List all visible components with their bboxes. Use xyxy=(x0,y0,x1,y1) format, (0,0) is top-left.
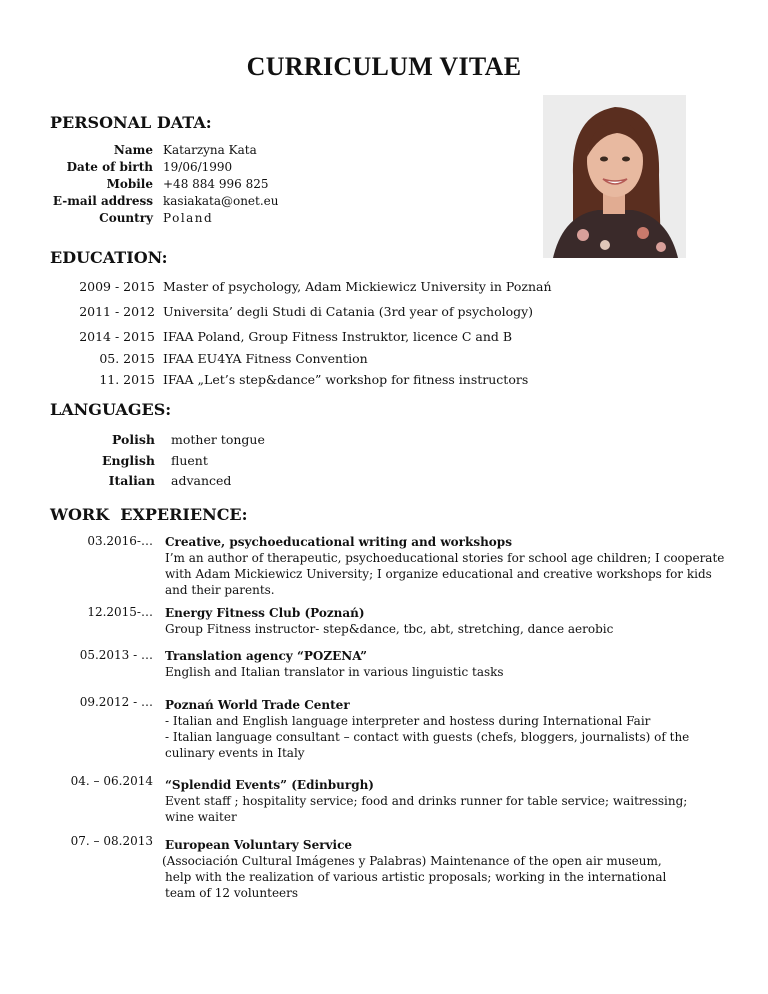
work-description-line: team of 12 volunteers xyxy=(165,886,299,900)
work-date: 04. – 06.2014 xyxy=(70,774,153,788)
language-name: English xyxy=(102,453,155,468)
work-description-line: (Associación Cultural Imágenes y Palabras) Maintenance of the open air museum, xyxy=(162,854,662,868)
work-date: 07. – 08.2013 xyxy=(70,834,153,848)
personal-label: E-mail address xyxy=(52,194,153,208)
document-title: CURRICULUM VITAE xyxy=(246,52,522,81)
education-date: 2011 - 2012 xyxy=(79,304,155,319)
work-date: 05.2013 - … xyxy=(79,648,153,662)
education-text: IFAA Poland, Group Fitness Instruktor, licence C and B xyxy=(163,329,513,344)
portrait-image xyxy=(543,95,686,258)
work-title: Creative, psychoeducational writing and workshops xyxy=(165,535,512,549)
personal-label: Date of birth xyxy=(66,160,153,174)
work-title: Energy Fitness Club (Poznań) xyxy=(165,606,365,620)
work-title: European Voluntary Service xyxy=(165,838,353,852)
personal-value: 19/06/1990 xyxy=(163,160,233,174)
personal-label: Name xyxy=(113,143,153,157)
personal-value: +48 884 996 825 xyxy=(163,177,269,191)
education-text: IFAA „Let’s step&dance” workshop for fitness instructors xyxy=(163,372,529,387)
personal-data-heading: PERSONAL DATA: xyxy=(50,113,212,132)
education-date: 05. 2015 xyxy=(99,351,155,366)
personal-label: Mobile xyxy=(106,177,153,191)
language-name: Italian xyxy=(108,473,155,488)
work-description-line: wine waiter xyxy=(165,810,237,824)
language-level: advanced xyxy=(171,473,232,488)
work-experience-heading: WORK EXPERIENCE: xyxy=(50,505,248,524)
work-date: 12.2015-… xyxy=(87,605,153,619)
education-heading: EDUCATION: xyxy=(50,248,168,267)
work-description-line: culinary events in Italy xyxy=(165,746,305,760)
profile-photo xyxy=(543,95,686,258)
work-date: 03.2016-… xyxy=(87,534,153,548)
language-name: Polish xyxy=(111,432,155,447)
work-description-line: I’m an author of therapeutic, psychoeducational stories for school age children; I cooperate xyxy=(165,551,725,565)
work-description-line: Group Fitness instructor- step&dance, tbc, abt, stretching, dance aerobic xyxy=(165,622,614,636)
education-text: IFAA EU4YA Fitness Convention xyxy=(163,351,368,366)
personal-value: Katarzyna Kata xyxy=(163,143,257,157)
work-description-line: help with the realization of various artistic proposals; working in the international xyxy=(165,870,667,884)
education-date: 11. 2015 xyxy=(99,372,155,387)
education-date: 2014 - 2015 xyxy=(79,329,155,344)
work-title: Translation agency “POZENA” xyxy=(165,649,368,663)
language-level: fluent xyxy=(171,453,208,468)
work-title: “Splendid Events” (Edinburgh) xyxy=(165,778,374,792)
education-text: Master of psychology, Adam Mickiewicz University in Poznań xyxy=(163,279,552,294)
work-date: 09.2012 - … xyxy=(79,695,153,709)
work-description-line: - Italian and English language interpreter and hostess during International Fair xyxy=(165,714,651,728)
work-description-line: - Italian language consultant – contact with guests (chefs, bloggers, journalists) of the xyxy=(165,730,690,744)
education-date: 2009 - 2015 xyxy=(79,279,155,294)
email-link[interactable]: kasiakata@onet.eu xyxy=(163,194,279,208)
work-description-line: and their parents. xyxy=(165,583,275,597)
work-title: Poznań World Trade Center xyxy=(165,698,350,712)
education-text: Universita’ degli Studi di Catania (3rd year of psychology) xyxy=(163,304,534,319)
personal-value: Poland xyxy=(163,211,214,225)
language-level: mother tongue xyxy=(171,432,265,447)
personal-label: Country xyxy=(99,211,153,225)
work-description-line: Event staff ; hospitality service; food and drinks runner for table service; waitressing; xyxy=(165,794,688,808)
work-description-line: with Adam Mickiewicz University; I organize educational and creative workshops for kids xyxy=(165,567,712,581)
work-description-line: English and Italian translator in various linguistic tasks xyxy=(165,665,504,679)
languages-heading: LANGUAGES: xyxy=(50,400,172,419)
